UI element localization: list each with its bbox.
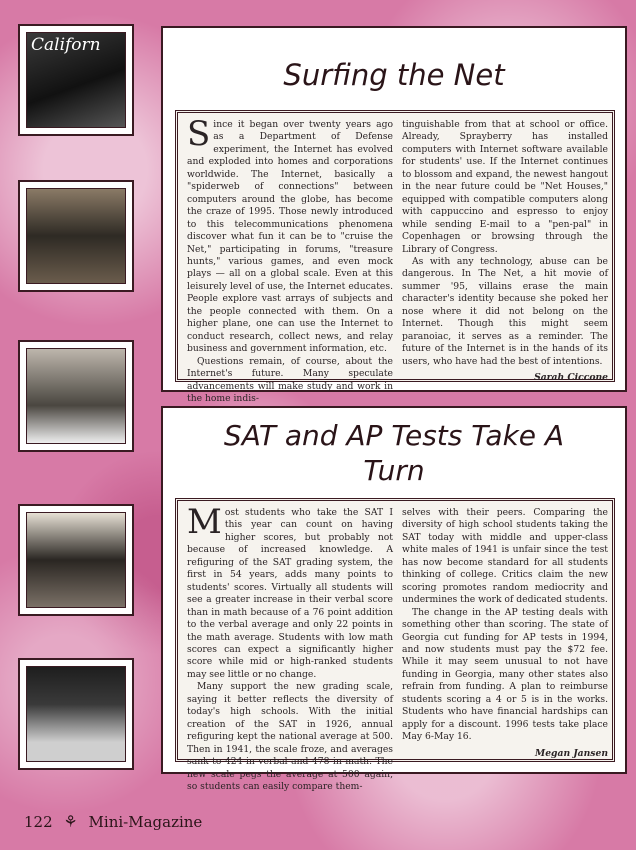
article-text-box	[175, 110, 615, 404]
paragraph: Questions remain, of course, about the Internet's future. Many speculate advancements will make study and work in the home indis-	[187, 355, 393, 404]
photo-guitarist	[18, 504, 134, 616]
page-number: 122	[24, 813, 53, 831]
paragraph: ince it began over twenty years ago as a Department of Defense experiment, the Internet has evolved and exploded into homes and corporations worldwide. The Internet, basically a "spiderweb of connections" between computers around the globe, has become the craze of 1995. Those newly introduced to this telecommunications phenomena discover what fun it can be to "cruise the Net," participating in forums, "treasure hunts," various games, and even mock plays — all on a global scale. Even at this leisurely level of use, the Internet educates. People explore vast arrays of subjects and the people connected with them. On a higher plane, one can use the Internet to conduct research, collect news, and relay business and government information, etc.	[187, 119, 393, 355]
photo-stage-image	[26, 188, 126, 284]
article-column-left	[187, 114, 393, 404]
flower-icon: ⚘	[63, 812, 78, 831]
article-sat	[161, 406, 627, 792]
photo-singer	[18, 658, 134, 770]
photo-guitarist-image	[26, 512, 126, 608]
article-title: Surfing the Net	[283, 58, 505, 92]
article-title: SAT and AP Tests Take A Turn	[223, 419, 565, 487]
author-byline: Sarah Ciccone	[534, 372, 608, 384]
section-name: Mini-Magazine	[88, 813, 203, 831]
photo-caption: Californ	[31, 35, 101, 55]
article-text-box	[175, 498, 615, 792]
paragraph: As with any technology, abuse can be dangerous. In The Net, a hit movie of summer '95, villains erase the main character's identity because she poked her nose where it did not belong on the Internet. Though this might seem paranoiac, it serves as a reminder. The future of the Internet is in the hands of its users, who have had the best of intentions.	[402, 255, 608, 367]
article-column-right	[402, 119, 608, 384]
paragraph: tinguishable from that at school or office. Already, Sprayberry has installed computers with Internet software available for students' use. If the Internet continues to blossom and expand, the newest hangout in the near future could be "Net Houses," equipped with compatible computers along with cappuccino and espresso to enjoy while sending E-mail to a "pen-pal" in Copenhagen or browsing through the Library of Congress.	[402, 119, 608, 255]
drop-cap: S	[187, 114, 211, 154]
author-byline: Megan Jansen	[535, 747, 608, 759]
drop-cap: M	[187, 502, 222, 542]
paragraph: ost students who take the SAT I this year can count on having higher scores, but probably not because of increased knowledge. A refiguring of the SAT grading system, the first in 54 years, adds many points to students' scores. Virtually all students will see a greater increase in their verbal score than in math because of a 76 point addition to the verbal average and only 22 points in the math average. Students with low math scores can expect a significantly higher score while mid or high-ranked students may see little or no change.	[187, 507, 393, 680]
paragraph: The change in the AP testing deals with something other than scoring. The state of Georgia cut funding for AP tests in 1994, and now students must pay the $72 fee. While it may seem unusual to not have funding in Georgia, many other states also refrain from funding. A plan to reimburse students scoring a 4 or 5 is in the works. Students who have financial hardships can apply for a discount. 1996 tests take place May 6-May 16.	[402, 606, 608, 743]
article-internet	[161, 26, 627, 404]
photo-trophy	[18, 340, 134, 452]
photo-politician-image	[26, 32, 126, 128]
paragraph: selves with their peers. Comparing the diversity of high school students taking the SAT today with middle and upper-class white males of 1941 is unfair since the test has now become standard for all students thinking of college. Critics claim the new scoring promotes random mediocrity and undermines the work of dedicated students.	[402, 507, 608, 606]
photo-trophy-image	[26, 348, 126, 444]
paragraph: Many support the new grading scale, saying it better reflects the diversity of today's high schools. With the initial creation of the SAT in 1926, annual refiguring kept the national average at 500. Then in 1941, the scale froze, and averages sank to 424 in verbal and 478 in math. The new scale pegs the average at 500 again, so students can easily compare them-	[187, 681, 393, 792]
photo-stage	[18, 180, 134, 292]
article-column-left	[187, 502, 393, 792]
page-footer	[24, 812, 202, 831]
photo-singer-image	[26, 666, 126, 762]
photo-politician	[18, 24, 134, 136]
article-column-right	[402, 507, 608, 759]
